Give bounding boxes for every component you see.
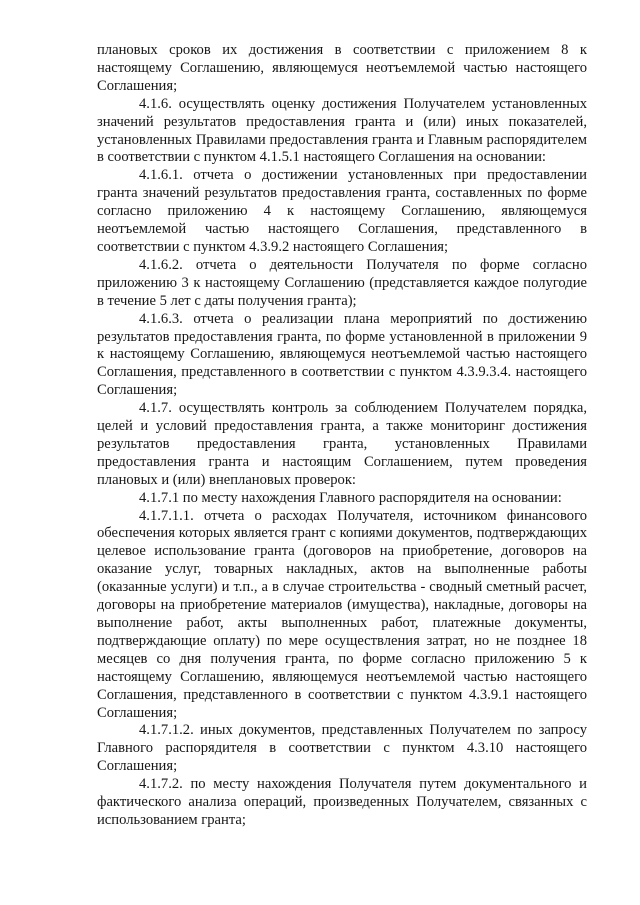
paragraph-4-1-7-2: 4.1.7.2. по месту нахождения Получателя путем документального и фактического анализа операций, произведенных Получателем, связанных с использованием гранта; [97,776,587,828]
paragraph-4-1-7: 4.1.7. осуществлять контроль за соблюдением Получателем порядка, целей и условий предоставления гранта, а также мониторинг достижения результатов предоставления гранта, установленных Правилами предоставления гранта и настоящим Соглашением, путем проведения плановых и (или) внеплановых проверок: [97,400,587,488]
document-body [97,42,587,830]
paragraph-4-1-6-1: 4.1.6.1. отчета о достижении установленных при предоставлении гранта значений результатов предоставления гранта, составленных по форме согласно приложению 4 к настоящему Соглашению, являющемуся неотъемлемой частью настоящего Соглашения, представленного в соответствии с пунктом 4.3.9.2 настоящего Соглашения; [97,167,587,255]
paragraph-4-1-6-3: 4.1.6.3. отчета о реализации плана мероприятий по достижению результатов предоставления гранта, по форме установленной в приложении 9 к настоящему Соглашению, являющемуся неотъемлемой частью настоящего Соглашения, представленного в соответствии с пунктом 4.3.9.3.4. настоящего Соглашения; [97,310,587,399]
paragraph-4-1-7-1: 4.1.7.1 по месту нахождения Главного распорядителя на основании: [139,489,562,506]
paragraph-4-1-7-1-1: 4.1.7.1.1. отчета о расходах Получателя, источником финансового обеспечения которых является грант с копиями документов, подтверждающих целевое использование гранта (договоров на приобретение, договоров на оказание услуг, товарных накладных, актов на выполненные работы (оказанные услуги) и т.п., а в случае строительства - сводный сметный расчет, договоры на приобретение материалов (имущества), накладные, договоры на выполнение работ, акты выполненных работ, платежные документы, подтверждающие оплату) по мере осуществления затрат, но не позднее 18 месяцев со дня получения гранта, по форме согласно приложению 5 к настоящему Соглашению, являющемуся неотъемлемой частью настоящего Соглашения, представленного в соответствии с пунктом 4.3.9.1 настоящего Соглашения; [97,507,587,721]
paragraph-continuation: плановых сроков их достижения в соответствии с приложением 8 к настоящему Соглашению, являющемуся неотъемлемой частью настоящего Соглашения; [97,42,587,94]
paragraph-4-1-6: 4.1.6. осуществлять оценку достижения Получателем установленных значений результатов предоставления гранта и (или) иных показателей, установленных Правилами предоставления гранта и Главным распорядителем в соответствии с пунктом 4.1.5.1 настоящего Соглашения на основании: [97,95,587,166]
paragraph-4-1-6-2: 4.1.6.2. отчета о деятельности Получателя по форме согласно приложению 3 к настоящему Соглашению (представляется каждое полугодие в течение 5 лет с даты получения гранта); [97,256,587,309]
paragraph-4-1-7-1-2: 4.1.7.1.2. иных документов, представленных Получателем по запросу Главного распорядителя в соответствии с пунктом 4.3.10 настоящего Соглашения; [97,722,587,775]
